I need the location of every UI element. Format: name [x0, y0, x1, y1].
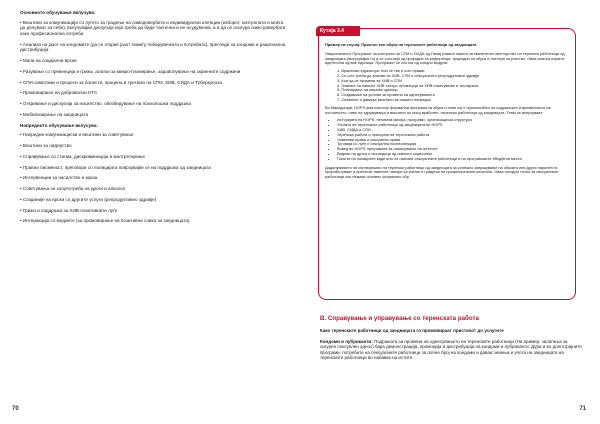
case-study-box: [318, 28, 576, 300]
module-item: 3. Кои од се промени за ХИВ и СПИ: [337, 77, 403, 83]
left-text-column: [20, 10, 288, 229]
module-item: 1. Вршнички едукатори: Кои се тие и што прават: [337, 68, 425, 74]
advanced-training-item: • Грижа и поддршка за ХИВ-позитивните луѓе: [20, 207, 118, 213]
module-item: 5. Планирање на нашата одговор: [337, 87, 398, 93]
basic-training-item: • Промовирање на доброволни НТС: [20, 90, 98, 96]
topic-item: • Улогата на теренските работници од заедницата во НОРЅ: [337, 123, 571, 128]
module-list: [325, 69, 571, 103]
section-body: [320, 339, 582, 361]
basic-training-item: • Вештини за комуникација со луѓето за градење на самодовербата и индивидуални аленции (изборот, контролата и моќта да делуваат за себе), вклучувајќи дискусија која треба да биде тактична и не-осудувачка, а и да се осигура само довербата како професионална потреба: [20, 19, 286, 36]
body-lead: Кондоми и лубриканти:: [320, 338, 373, 344]
advanced-training-item: • Созданије на врски со другите услуги (репродуктивно здравје): [20, 196, 157, 202]
advanced-training-item: • Интервенции за насилство и криза: [20, 175, 98, 181]
module-item: 7. Снажење и давање вештини за нашиот напредок: [337, 96, 431, 102]
basic-training-item: • Анализа на јазот на кондомите (да се открие јазот помеѓу побарувачката и потребата), прегледи за кондоми и рационална дистрибуција: [20, 41, 286, 53]
advanced-training-item: • Вештини за лидерство: [20, 143, 72, 148]
topic-item: • Историјата на НОРЅ, неговата мисија, програми, организациска структура: [337, 118, 571, 123]
advanced-training-item: • Советувања за злоупотреба на дроги и алкохол: [20, 186, 126, 192]
basic-training-heading: Основното обучување вклучува:: [20, 10, 96, 15]
case-study-intro: Националниот Програмот за контрола на СПИ и СИДА од Ниниј развил пакетa за квалитетно менторство на теренски работници од заедницата (вклучувајќи ги) и се состоеја од природни за референци, природни за обука и литтера за учество. Оваа алатка нормти идентична од вие единици. Програмот се состои од следни модули:: [325, 50, 565, 66]
page-number-left: 70: [12, 406, 19, 412]
case-study-title: Пример на случај: Пристоп кон обука на теренските работници од заедницата: [325, 42, 477, 47]
page-number-right: 71: [579, 406, 586, 412]
topic-item: • ХИВ, СИДА и СПИ: [337, 128, 571, 133]
basic-training-item: • СПИ симптоми и процеси за болести, процена и третман на СПИ, ХИВ, СИДА и Туберкулоза: [20, 79, 222, 85]
topic-item: • Полити на локациите каде што се наоѓаат сексуалните работници и на програмските ббедбени места: [337, 157, 571, 162]
advanced-training-heading: Напредното обучување вклучува:: [20, 122, 98, 128]
case-study-middle: Во Македонија, НОРЅ има поклону формална програма за обука и план кој е приспособен на содржините и временското на постоењето, ниво на здружувања и вештини за секој вработен, теренски работници од заедницата. Теми се вклучуваат:: [325, 104, 551, 115]
topic-item: • Човекови права и сексуална права: [337, 138, 571, 143]
advanced-training-item: • Справување со стигма, дискриминација и малтретирање: [20, 153, 145, 159]
advanced-training-item: • Напредни комуникациски и вештини за советување: [20, 132, 134, 138]
body-text: Подршката за промена на однесувањето на теренските работници (На пример, залагања за сигурен сексуален однос) бара демонстрација, промоција и дистрибуција на кондоми и лубриканти. Дури и во долготрајните програми, потребите на сексуалните работници за попне број на кондоми и даваа знаења и упота на заедницата на теренските работници во набавка на истите.: [320, 338, 582, 361]
section-heading: В. Справување и управување со теренската работа: [320, 315, 479, 322]
topic-item: • Видови на дроги и последици од нивното користење: [337, 152, 571, 157]
basic-training-item: • Мапа на социјални врски: [20, 57, 77, 63]
advanced-training-item: • Интеракција со медиите (за промовирање на позитивна слика за заедницата): [20, 218, 190, 224]
module-item: 2. Се што треба да знаеме за ХИВ, СПИ и сексуалното репродуктивно здравје: [337, 72, 480, 78]
section-question: Како теренските работници од заедницата го промовираат пристапот до услугите: [320, 328, 504, 333]
case-study-content: [325, 43, 571, 183]
module-item: 4. Знаење на нашиот ХИВ статус: промоција на ХИВ советување и тестирање: [337, 82, 479, 88]
section-v: [320, 315, 582, 361]
basic-training-item: • Откривање и дискусија за насилство, обезбедување на психолошка поддршка: [20, 101, 191, 107]
case-study-closing: Дадалувањето на сертификати на теренски работници од заедницата за успешно завршување на обуката или други нарален ги проработуваат и пренесат нивните напори за учење и градење на професионални вештини. Оваа погодно точно за сексуалните работници кои немаат основно формално обр: [325, 164, 559, 180]
right-page: [300, 0, 600, 424]
topic-list: [325, 118, 571, 161]
basic-training-item: • Мобилизирање на заедницата: [20, 111, 89, 117]
module-item: 6. Создавање на услови за промена на однесувањето: [337, 92, 435, 98]
basic-training-item: • Разување со превенција и грижа, алатки за микро-планирање, задоволување на скриените содржини: [20, 68, 241, 74]
topic-item: • Теренска работа и принципи на теренската работа: [337, 133, 571, 138]
advanced-training-item: • Правна писменост, преговори со полицијата поврзувајќи се на поддршка од заедницата: [20, 164, 211, 170]
topic-item: • Трговија со луѓе и сексуална експлоатација: [337, 142, 571, 147]
topic-item: • Вовед во НОРЅ програмата за намалување на штетите: [337, 147, 571, 152]
box-tab-label: Кутија 3.4: [316, 26, 360, 36]
